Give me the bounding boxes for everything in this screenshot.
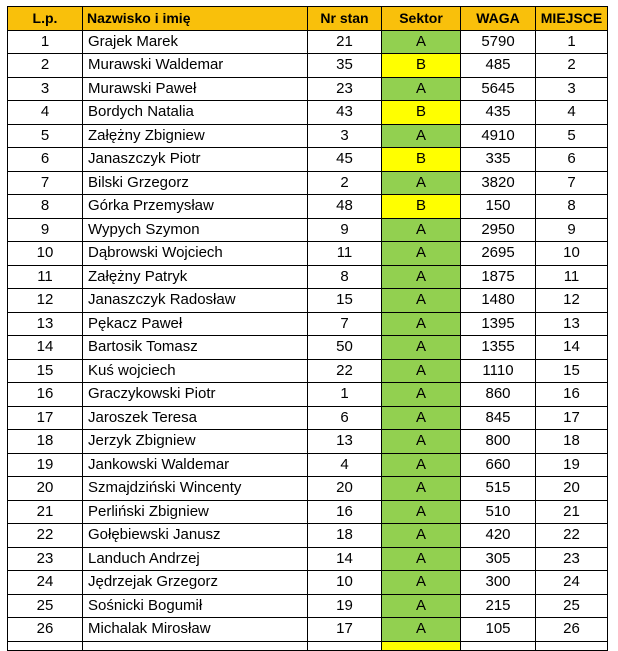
cell-place: 16 [536,383,608,407]
cell-lp: 16 [8,383,83,407]
cell-weight: 485 [461,54,536,78]
cell-stand: 48 [308,195,382,219]
header-row [8,7,608,31]
table-body [8,30,608,650]
table-row [8,30,608,54]
cell-name: Jankowski Waldemar [83,453,308,477]
cell-place: 14 [536,336,608,360]
table-row [8,195,608,219]
cell-lp: 13 [8,312,83,336]
cell-place: 18 [536,430,608,454]
cell-lp: 9 [8,218,83,242]
cell-weight: 1875 [461,265,536,289]
cell-place: 4 [536,101,608,125]
cell-lp: 25 [8,594,83,618]
cell-sector: A [382,430,461,454]
cell-sector: A [382,171,461,195]
cell-stand: 6 [308,406,382,430]
table-row [8,547,608,571]
cell-name: Dąbrowski Wojciech [83,242,308,266]
cell-name: Załężny Patryk [83,265,308,289]
cell-place: 7 [536,171,608,195]
cell-lp: 20 [8,477,83,501]
cell-weight: 4910 [461,124,536,148]
header-lp: L.p. [8,7,83,31]
cell-name: Bilski Grzegorz [83,171,308,195]
cell-stand: 13 [308,430,382,454]
cell-weight: 1110 [461,359,536,383]
cell-lp: 15 [8,359,83,383]
cell-lp: 8 [8,195,83,219]
cell-place: 26 [536,618,608,642]
cell-place: 8 [536,195,608,219]
cell-stand: 10 [308,571,382,595]
cell-stand: 3 [308,124,382,148]
cell-name: Graczykowski Piotr [83,383,308,407]
cell-sector: A [382,406,461,430]
cell-weight: 105 [461,618,536,642]
cell-lp: 24 [8,571,83,595]
cell-sector: A [382,218,461,242]
cell-weight: 2950 [461,218,536,242]
cell-name: Bartosik Tomasz [83,336,308,360]
cell-empty [382,641,461,650]
cell-lp: 11 [8,265,83,289]
cell-stand: 8 [308,265,382,289]
cell-name: Jaroszek Teresa [83,406,308,430]
cell-name: Szmajdziński Wincenty [83,477,308,501]
cell-sector: A [382,524,461,548]
table-row [8,265,608,289]
cell-lp: 14 [8,336,83,360]
header-stand: Nr stan [308,7,382,31]
cell-lp: 6 [8,148,83,172]
table-row [8,242,608,266]
cell-sector: A [382,242,461,266]
cell-lp: 2 [8,54,83,78]
cell-name: Janaszczyk Radosław [83,289,308,313]
cell-weight: 1395 [461,312,536,336]
cell-lp: 21 [8,500,83,524]
cell-sector: A [382,477,461,501]
cell-lp: 10 [8,242,83,266]
cell-empty [536,641,608,650]
cell-place: 22 [536,524,608,548]
cell-sector: A [382,336,461,360]
cell-lp: 4 [8,101,83,125]
cell-name: Jerzyk Zbigniew [83,430,308,454]
cell-weight: 2695 [461,242,536,266]
cell-weight: 860 [461,383,536,407]
cell-stand: 17 [308,618,382,642]
cell-lp: 5 [8,124,83,148]
cell-sector: A [382,30,461,54]
cell-place: 20 [536,477,608,501]
cell-name: Bordych Natalia [83,101,308,125]
table-row [8,477,608,501]
table-row [8,383,608,407]
cell-stand: 20 [308,477,382,501]
cell-stand: 2 [308,171,382,195]
cell-empty [461,641,536,650]
cell-name: Załężny Zbigniew [83,124,308,148]
cell-place: 2 [536,54,608,78]
table-row [8,148,608,172]
results-table [7,6,608,651]
cell-lp: 19 [8,453,83,477]
cell-place: 10 [536,242,608,266]
cell-stand: 4 [308,453,382,477]
table-row [8,500,608,524]
cell-sector: B [382,148,461,172]
cell-sector: B [382,101,461,125]
cell-weight: 420 [461,524,536,548]
cell-stand: 15 [308,289,382,313]
cell-place: 1 [536,30,608,54]
cell-stand: 43 [308,101,382,125]
cell-place: 24 [536,571,608,595]
cell-place: 15 [536,359,608,383]
cell-sector: A [382,383,461,407]
table-row [8,218,608,242]
table-row [8,359,608,383]
cell-sector: B [382,195,461,219]
cell-weight: 335 [461,148,536,172]
cell-lp: 7 [8,171,83,195]
cell-empty [8,641,83,650]
table-row [8,101,608,125]
cell-sector: A [382,453,461,477]
cell-sector: A [382,265,461,289]
cell-name: Wypych Szymon [83,218,308,242]
cell-weight: 1480 [461,289,536,313]
cell-stand: 9 [308,218,382,242]
cell-stand: 23 [308,77,382,101]
table-row [8,124,608,148]
cell-stand: 50 [308,336,382,360]
cell-sector: A [382,359,461,383]
cell-name: Landuch Andrzej [83,547,308,571]
cell-name: Górka Przemysław [83,195,308,219]
cell-name: Grajek Marek [83,30,308,54]
cell-weight: 5790 [461,30,536,54]
cell-stand: 1 [308,383,382,407]
cell-stand: 22 [308,359,382,383]
cell-place: 6 [536,148,608,172]
cell-weight: 1355 [461,336,536,360]
table-row [8,524,608,548]
cell-weight: 435 [461,101,536,125]
header-name: Nazwisko i imię [83,7,308,31]
cell-name: Murawski Waldemar [83,54,308,78]
cell-sector: A [382,77,461,101]
cell-sector: A [382,289,461,313]
cell-place: 11 [536,265,608,289]
cell-lp: 3 [8,77,83,101]
table-row [8,336,608,360]
cell-sector: A [382,594,461,618]
cell-weight: 845 [461,406,536,430]
cell-name: Jędrzejak Grzegorz [83,571,308,595]
cell-place: 21 [536,500,608,524]
cell-weight: 510 [461,500,536,524]
cell-stand: 16 [308,500,382,524]
cell-sector: A [382,500,461,524]
cell-name: Michalak Mirosław [83,618,308,642]
cell-weight: 305 [461,547,536,571]
table-row [8,171,608,195]
cell-place: 3 [536,77,608,101]
cell-sector: A [382,312,461,336]
cell-lp: 26 [8,618,83,642]
cell-sector: A [382,618,461,642]
cell-sector: A [382,571,461,595]
cell-name: Murawski Paweł [83,77,308,101]
cell-lp: 18 [8,430,83,454]
table-row [8,54,608,78]
cell-stand: 21 [308,30,382,54]
cell-place: 19 [536,453,608,477]
cell-weight: 800 [461,430,536,454]
table-row-partial [8,641,608,650]
table-row [8,571,608,595]
cell-stand: 11 [308,242,382,266]
cell-lp: 17 [8,406,83,430]
cell-weight: 5645 [461,77,536,101]
cell-stand: 45 [308,148,382,172]
cell-stand: 19 [308,594,382,618]
cell-lp: 12 [8,289,83,313]
table-row [8,618,608,642]
cell-stand: 14 [308,547,382,571]
cell-name: Perliński Zbigniew [83,500,308,524]
table-row [8,77,608,101]
cell-place: 9 [536,218,608,242]
cell-weight: 3820 [461,171,536,195]
cell-sector: A [382,124,461,148]
header-sector: Sektor [382,7,461,31]
cell-weight: 215 [461,594,536,618]
cell-place: 25 [536,594,608,618]
cell-lp: 1 [8,30,83,54]
cell-lp: 23 [8,547,83,571]
cell-place: 17 [536,406,608,430]
cell-sector: A [382,547,461,571]
cell-lp: 22 [8,524,83,548]
cell-name: Pękacz Paweł [83,312,308,336]
cell-name: Janaszczyk Piotr [83,148,308,172]
cell-stand: 18 [308,524,382,548]
cell-stand: 7 [308,312,382,336]
cell-name: Gołębiewski Janusz [83,524,308,548]
cell-place: 12 [536,289,608,313]
header-place: MIEJSCE [536,7,608,31]
cell-weight: 660 [461,453,536,477]
cell-stand: 35 [308,54,382,78]
table-row [8,406,608,430]
cell-weight: 150 [461,195,536,219]
cell-name: Sośnicki Bogumił [83,594,308,618]
table-row [8,312,608,336]
header-weight: WAGA [461,7,536,31]
table-row [8,453,608,477]
table-row [8,594,608,618]
cell-weight: 515 [461,477,536,501]
cell-sector: B [382,54,461,78]
table-row [8,289,608,313]
table-row [8,430,608,454]
cell-place: 13 [536,312,608,336]
cell-place: 23 [536,547,608,571]
cell-name: Kuś wojciech [83,359,308,383]
cell-empty [308,641,382,650]
cell-empty [83,641,308,650]
cell-weight: 300 [461,571,536,595]
cell-place: 5 [536,124,608,148]
